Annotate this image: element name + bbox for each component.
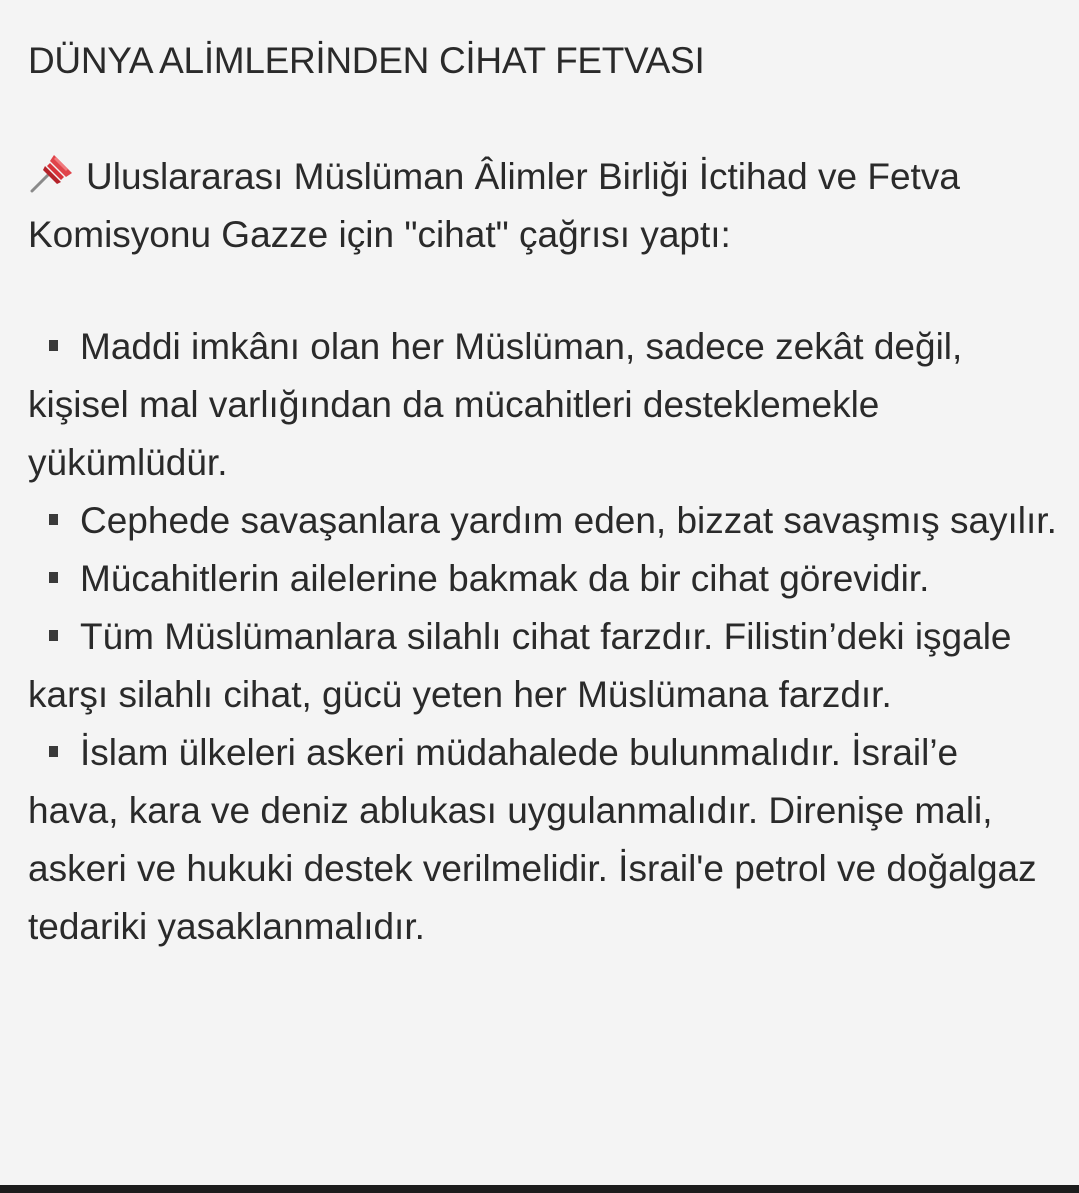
list-item: Mücahitlerin ailelerine bakmak da bir cihat görevidir. [28, 550, 1058, 608]
list-item: Tüm Müslümanlara silahlı cihat farzdır. Filistin’deki işgale karşı silahlı cihat, gücü yeten her Müslümana farzdır. [28, 616, 1012, 715]
list-item: Maddi imkânı olan her Müslüman, sadece zekât değil, kişisel mal varlığından da mücahitleri desteklemekle yükümlüdür. [28, 326, 963, 483]
intro-paragraph [28, 148, 1058, 264]
list-item: Cephede savaşanlara yardım eden, bizzat savaşmış sayılır. [28, 492, 1058, 550]
square-bullet-icon [49, 746, 58, 757]
square-bullet-icon [49, 630, 58, 641]
intro-text: Uluslararası Müslüman Âlimler Birliği İctihad ve Fetva Komisyonu Gazze için "cihat" çağrısı yaptı: [28, 156, 960, 255]
post-title: DÜNYA ALİMLERİNDEN CİHAT FETVASI [28, 40, 705, 81]
fatwa-list [28, 318, 1058, 956]
bottom-divider [0, 1185, 1079, 1193]
square-bullet-icon [49, 340, 58, 351]
square-bullet-icon [49, 514, 58, 525]
square-bullet-icon [49, 572, 58, 583]
list-item: İslam ülkeleri askeri müdahalede bulunmalıdır. İsrail’e hava, kara ve deniz ablukası uygulanmalıdır. Direnişe mali, askeri ve hukuki destek verilmelidir. İsrail'e petrol ve doğalgaz tedariki yasaklanmalıdır. [28, 732, 1037, 947]
pushpin-icon [28, 152, 74, 192]
